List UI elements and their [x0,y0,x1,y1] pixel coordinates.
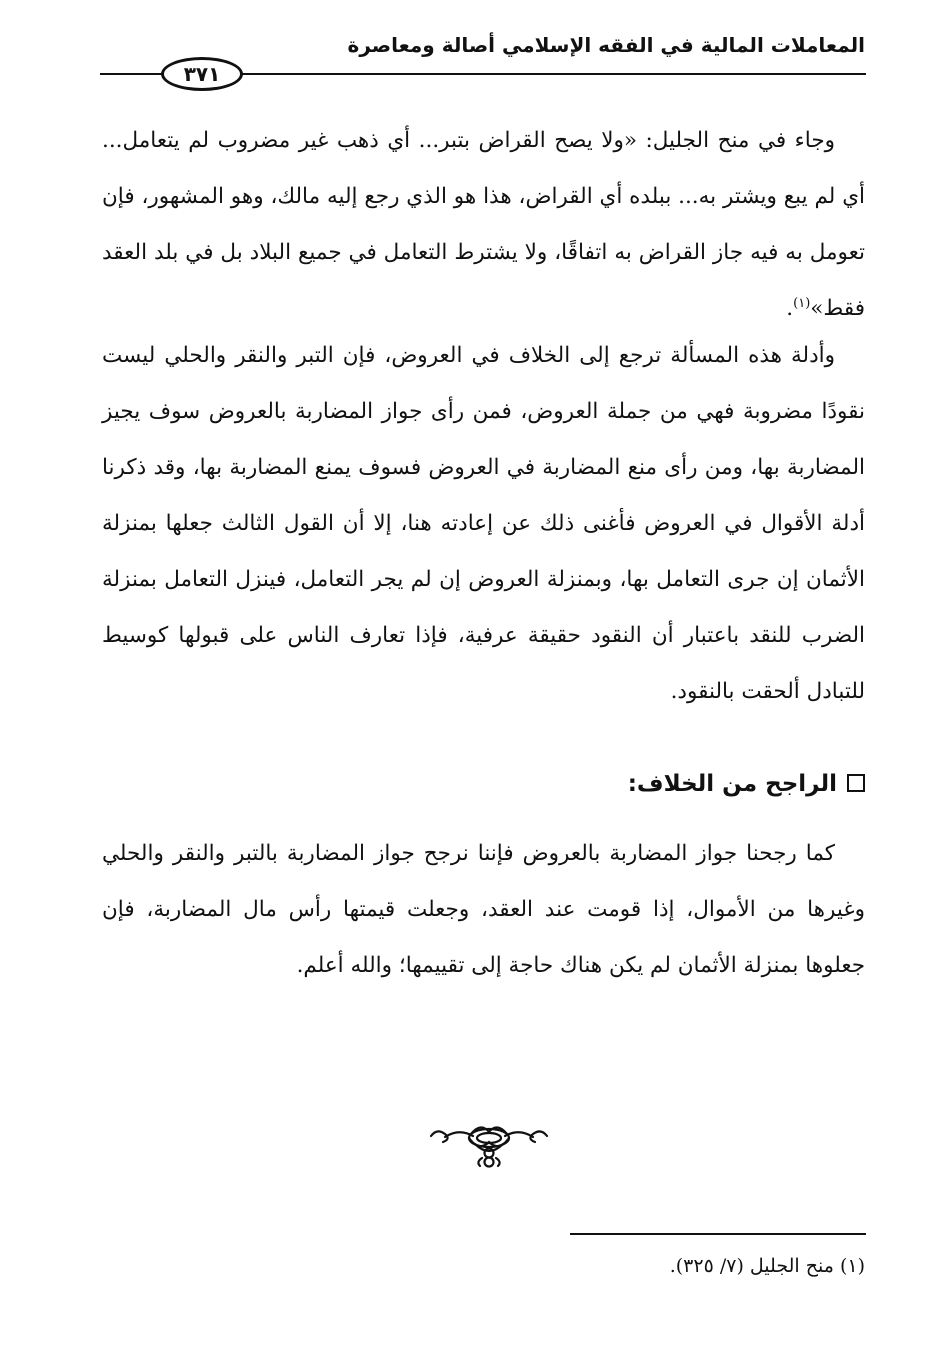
section-heading [628,766,865,802]
page-number: ٣٧١ [161,57,243,91]
square-bullet-icon [847,774,865,792]
section-heading-text: الراجح من الخلاف: [627,771,837,797]
paragraph-3 [102,826,865,994]
paragraph-1-text: وجاء في منح الجليل: «ولا يصح القراض بتبر... أي ذهب غير مضروب لم يتعامل... أي لم يبع ويشتر به... ببلده أي القراض، هذا هو الذي رجع إليه مالك، وهو المشهور، فإن تعومل به فيه جاز القراض به اتفاقًا، ولا يشترط التعامل في جميع البلاد بل في بلد العقد فقط» [102,128,865,321]
ornament-divider-icon [425,1118,553,1176]
paragraph-1 [102,113,865,337]
footnote-marker: (١) [839,1255,865,1277]
footnote [670,1248,865,1284]
paragraph-1-tail: . [786,296,794,321]
footnote-rule [570,1233,866,1235]
footnote-reference: (١) [793,295,811,311]
footnote-text: منح الجليل (٧/ ٣٢٥). [669,1255,834,1277]
paragraph-2-text: وأدلة هذه المسألة ترجع إلى الخلاف في العروض، فإن التبر والنقر والحلي ليست نقودًا مضروبة فهي من جملة العروض، فمن رأى جواز المضاربة بالعروض سوف يجيز المضاربة بها، ومن رأى منع المضاربة في العروض فسوف يمنع المضاربة بها، وقد ذكرنا أدلة الأقوال في العروض فأغنى ذلك عن إعادته هنا، إلا أن القول الثالث جعلها بمنزلة الأثمان إن جرى التعامل بها، وبمنزلة العروض إن لم يجر التعامل، فينزل التعامل بمنزلة الضرب للنقد باعتبار أن النقود حقيقة عرفية، فإذا تعارف الناس على قبولها كوسيط للتبادل ألحقت بالنقود. [102,343,865,704]
paragraph-2 [102,328,865,720]
paragraph-3-text: كما رجحنا جواز المضاربة بالعروض فإننا نرجح جواز المضاربة بالتبر والنقر والحلي وغيرها من الأموال، إذا قومت عند العقد، وجعلت قيمتها رأس مال المضاربة، فإن جعلوها بمنزلة الأثمان لم يكن هناك حاجة إلى تقييمها؛ والله أعلم. [102,841,865,978]
running-title: المعاملات المالية في الفقه الإسلامي أصالة ومعاصرة [347,33,865,57]
